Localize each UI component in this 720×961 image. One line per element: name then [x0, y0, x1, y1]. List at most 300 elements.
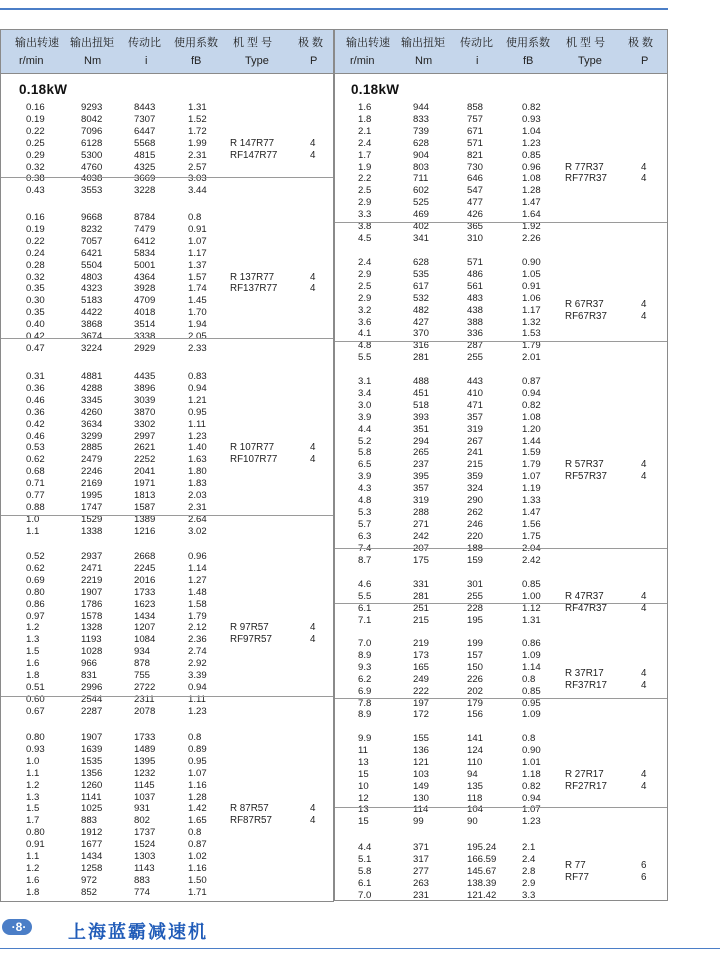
- speed-cell: 1.0: [26, 513, 40, 525]
- sf-cell: 0.82: [522, 399, 541, 411]
- model-type: RF47R37: [565, 602, 607, 614]
- sf-cell: 2.12: [188, 622, 207, 634]
- table-row: [335, 507, 667, 519]
- speed-cell: 1.1: [26, 525, 40, 537]
- sf-cell: 2.05: [188, 331, 207, 342]
- sf-cell: 0.94: [188, 382, 207, 394]
- torque-cell: 1141: [81, 791, 102, 803]
- sf-cell: 0.91: [522, 280, 541, 292]
- power-title: 0.18kW: [351, 82, 400, 97]
- speed-cell: 6.3: [358, 530, 372, 542]
- speed-cell: 0.36: [26, 406, 45, 418]
- table-row: [1, 587, 333, 599]
- torque-cell: 149: [413, 780, 430, 792]
- ratio-cell: 6447: [134, 125, 156, 137]
- torque-cell: 4288: [81, 382, 103, 394]
- ratio-cell: 486: [467, 268, 484, 280]
- torque-cell: 1338: [81, 525, 103, 537]
- speed-cell: 0.38: [26, 173, 45, 185]
- sf-cell: 1.01: [522, 756, 541, 768]
- poles-value: 4: [641, 310, 647, 322]
- torque-cell: 331: [413, 579, 430, 590]
- speed-cell: 1.6: [358, 102, 372, 113]
- sf-cell: 2.31: [188, 501, 207, 513]
- table-row: [1, 138, 333, 150]
- model-type: RF147R77: [230, 149, 278, 161]
- torque-cell: 165: [413, 661, 430, 673]
- sf-cell: 2.03: [188, 490, 207, 501]
- speed-cell: 3.8: [358, 221, 372, 232]
- sf-cell: 1.64: [522, 209, 541, 221]
- ratio-cell: 104: [467, 804, 484, 816]
- torque-cell: 103: [413, 768, 430, 780]
- poles-value: 4: [310, 149, 316, 161]
- speed-cell: 0.42: [26, 418, 45, 430]
- torque-cell: 944: [413, 102, 430, 113]
- sf-cell: 1.92: [522, 221, 541, 232]
- table-row: [1, 283, 333, 295]
- table-row: [335, 650, 667, 662]
- torque-cell: 1258: [81, 862, 103, 874]
- ratio-cell: 561: [467, 280, 484, 292]
- poles-value: 4: [310, 622, 316, 634]
- ratio-cell: 571: [467, 137, 484, 149]
- table-row: [1, 185, 333, 197]
- speed-cell: 1.8: [358, 113, 372, 125]
- poles-value: 4: [310, 454, 316, 466]
- table-row: [1, 490, 333, 502]
- table-row: [1, 622, 333, 634]
- torque-cell: 1529: [81, 513, 103, 525]
- speed-cell: 0.69: [26, 574, 45, 586]
- speed-cell: 0.22: [26, 235, 45, 247]
- ratio-cell: 3928: [134, 283, 156, 295]
- torque-cell: 288: [413, 506, 430, 518]
- table-row: [1, 646, 333, 658]
- torque-cell: 9293: [81, 102, 103, 113]
- speed-cell: 0.16: [26, 102, 45, 113]
- torque-cell: 525: [413, 197, 430, 209]
- table-row: [335, 662, 667, 674]
- ratio-cell: 4815: [134, 149, 156, 161]
- sf-cell: 2.74: [188, 646, 207, 658]
- torque-cell: 803: [413, 161, 430, 173]
- ratio-cell: 124: [467, 744, 484, 756]
- sf-cell: 1.56: [522, 518, 541, 530]
- speed-cell: 0.62: [26, 454, 45, 466]
- ratio-cell: 1037: [134, 791, 156, 803]
- sf-cell: 0.8: [522, 673, 536, 685]
- sf-cell: 0.91: [188, 223, 207, 235]
- torque-cell: 1025: [81, 803, 103, 815]
- ratio-cell: 141: [467, 733, 484, 744]
- sf-cell: 1.14: [522, 661, 541, 673]
- header-poles: 极 数: [298, 37, 324, 49]
- poles-value: 4: [641, 590, 647, 602]
- ratio-cell: 1084: [134, 634, 156, 646]
- table-row: [1, 780, 333, 792]
- sf-cell: 1.11: [188, 693, 206, 705]
- torque-cell: 370: [413, 328, 430, 340]
- model-type: RF137R77: [230, 283, 278, 295]
- table-row: [335, 126, 667, 138]
- model-type: RF67R37: [565, 310, 607, 322]
- table-row: [335, 483, 667, 495]
- ratio-cell: 443: [467, 376, 484, 387]
- speed-cell: 4.4: [358, 423, 372, 435]
- sf-cell: 2.33: [188, 342, 207, 354]
- speed-cell: 1.5: [26, 646, 40, 658]
- speed-cell: 0.24: [26, 247, 45, 259]
- torque-cell: 172: [413, 709, 430, 721]
- table-row: [1, 431, 333, 443]
- sf-cell: 1.20: [522, 423, 541, 435]
- table-row: [335, 531, 667, 543]
- sf-cell: 0.96: [188, 551, 207, 562]
- ratio-cell: 438: [467, 304, 484, 316]
- speed-cell: 4.3: [358, 483, 372, 495]
- ratio-cell: 199: [467, 638, 484, 649]
- table-row: [335, 317, 667, 329]
- table-row: [335, 436, 667, 448]
- speed-cell: 5.8: [358, 447, 372, 459]
- torque-cell: 1639: [81, 743, 103, 755]
- sf-cell: 1.17: [522, 304, 541, 316]
- ratio-cell: 646: [467, 173, 484, 185]
- torque-cell: 966: [81, 658, 98, 670]
- model-type: RF77R37: [565, 173, 607, 185]
- speed-cell: 9.9: [358, 733, 372, 744]
- model-type: RF87R57: [230, 815, 272, 827]
- speed-cell: 6.2: [358, 673, 372, 685]
- ratio-cell: 1733: [134, 732, 156, 743]
- sf-cell: 1.79: [188, 610, 207, 622]
- ratio-cell: 4364: [134, 271, 156, 283]
- sf-cell: 0.90: [522, 257, 541, 268]
- sf-cell: 2.26: [522, 232, 541, 244]
- ratio-cell: 774: [134, 886, 151, 898]
- group-separator: [335, 807, 667, 808]
- speed-cell: 3.0: [358, 399, 372, 411]
- torque-cell: 277: [413, 865, 430, 877]
- ratio-cell: 255: [467, 590, 484, 602]
- sf-cell: 1.40: [188, 442, 207, 454]
- table-row: [1, 792, 333, 804]
- table-row: [335, 162, 667, 174]
- table-row: [335, 459, 667, 471]
- table-row: [1, 454, 333, 466]
- speed-cell: 0.19: [26, 113, 45, 125]
- table-row: [335, 173, 667, 185]
- sf-cell: 1.09: [522, 709, 541, 721]
- poles-value: 4: [641, 768, 647, 780]
- sf-cell: 1.71: [188, 886, 207, 898]
- ratio-cell: 410: [467, 387, 484, 399]
- table-row: [335, 638, 667, 650]
- torque-cell: 121: [413, 756, 430, 768]
- speed-cell: 6.5: [358, 459, 372, 471]
- header-model: 机 型 号: [233, 37, 273, 49]
- ratio-cell: 730: [467, 161, 484, 173]
- speed-cell: 5.7: [358, 518, 372, 530]
- speed-cell: 0.25: [26, 137, 45, 149]
- speed-cell: 5.5: [358, 352, 372, 364]
- table-row: [335, 257, 667, 269]
- speed-cell: 2.4: [358, 257, 372, 268]
- speed-cell: 0.32: [26, 271, 45, 283]
- speed-cell: 6.1: [358, 602, 372, 614]
- ratio-cell: 179: [467, 697, 484, 709]
- poles-value: 4: [641, 602, 647, 614]
- speed-cell: 1.3: [26, 791, 40, 803]
- ratio-cell: 138.39: [467, 877, 497, 889]
- unit-speed: r/min: [19, 55, 44, 67]
- table-row: [1, 407, 333, 419]
- table-row: [335, 150, 667, 162]
- torque-cell: 4260: [81, 406, 103, 418]
- sf-cell: 0.8: [522, 733, 536, 744]
- speed-cell: 1.2: [26, 779, 40, 791]
- left-table: [0, 29, 334, 902]
- sf-cell: 0.95: [522, 697, 541, 709]
- speed-cell: 1.6: [26, 658, 40, 670]
- table-row: [335, 769, 667, 781]
- table-row: [335, 816, 667, 828]
- poles-value: 4: [641, 667, 647, 679]
- sf-cell: 2.31: [188, 149, 207, 161]
- speed-cell: 3.3: [358, 209, 372, 221]
- speed-cell: 0.47: [26, 342, 45, 354]
- table-row: [1, 611, 333, 623]
- ratio-cell: 2078: [134, 705, 156, 717]
- sf-cell: 0.94: [522, 792, 541, 804]
- torque-cell: 294: [413, 435, 430, 447]
- torque-cell: 4881: [81, 371, 103, 382]
- sf-cell: 1.07: [188, 235, 207, 247]
- sf-cell: 2.64: [188, 513, 207, 525]
- torque-cell: 469: [413, 209, 430, 221]
- ratio-cell: 471: [467, 399, 484, 411]
- speed-cell: 1.7: [26, 815, 40, 827]
- torque-cell: 904: [413, 149, 430, 161]
- unit-poles: P: [641, 55, 649, 67]
- table-row: [335, 842, 667, 854]
- sf-cell: 0.85: [522, 579, 541, 590]
- speed-cell: 2.9: [358, 197, 372, 209]
- ratio-cell: 2016: [134, 574, 156, 586]
- model-type: RF27R17: [565, 780, 607, 792]
- sf-cell: 1.12: [522, 602, 541, 614]
- table-row: [1, 395, 333, 407]
- torque-cell: 617: [413, 280, 430, 292]
- speed-cell: 0.35: [26, 283, 45, 295]
- sf-cell: 0.87: [522, 376, 541, 387]
- speed-cell: 4.1: [358, 328, 372, 340]
- table-row: [1, 768, 333, 780]
- torque-cell: 427: [413, 316, 430, 328]
- torque-cell: 5504: [81, 259, 103, 271]
- speed-cell: 0.71: [26, 478, 45, 490]
- torque-cell: 173: [413, 649, 430, 661]
- table-row: [1, 815, 333, 827]
- table-row: [335, 376, 667, 388]
- torque-cell: 518: [413, 399, 430, 411]
- torque-cell: 1578: [81, 610, 103, 622]
- torque-cell: 371: [413, 842, 430, 853]
- table-row: [1, 875, 333, 887]
- ratio-cell: 858: [467, 102, 484, 113]
- torque-cell: 175: [413, 554, 430, 566]
- table-row: [1, 442, 333, 454]
- ratio-cell: 547: [467, 185, 484, 197]
- ratio-cell: 8443: [134, 102, 156, 113]
- table-row: [335, 591, 667, 603]
- table-row: [335, 555, 667, 567]
- model-type: R 47R37: [565, 590, 604, 602]
- sf-cell: 3.02: [188, 525, 207, 537]
- model-type: RF77: [565, 871, 589, 883]
- sf-cell: 0.96: [522, 161, 541, 173]
- sf-cell: 2.42: [522, 554, 541, 566]
- speed-cell: 0.80: [26, 586, 45, 598]
- sf-cell: 1.21: [188, 394, 207, 406]
- ratio-cell: 2668: [134, 551, 156, 562]
- table-row: [1, 756, 333, 768]
- group-separator: [1, 338, 333, 339]
- ratio-cell: 2252: [134, 454, 156, 466]
- ratio-cell: 5568: [134, 137, 156, 149]
- ratio-cell: 359: [467, 471, 484, 483]
- header-ratio: 传动比: [128, 37, 161, 49]
- model-type: RF37R17: [565, 679, 607, 691]
- sf-cell: 2.36: [188, 634, 207, 646]
- speed-cell: 4.8: [358, 340, 372, 352]
- model-type: RF57R37: [565, 471, 607, 483]
- torque-cell: 2479: [81, 454, 103, 466]
- torque-cell: 1747: [81, 501, 103, 513]
- sf-cell: 1.23: [522, 137, 541, 149]
- power-title: 0.18kW: [19, 82, 68, 97]
- torque-cell: 155: [413, 733, 430, 744]
- table-row: [335, 340, 667, 352]
- table-row: [1, 419, 333, 431]
- ratio-cell: 1389: [134, 513, 156, 525]
- ratio-cell: 2929: [134, 342, 156, 354]
- sf-cell: 1.16: [188, 779, 207, 791]
- ratio-cell: 220: [467, 530, 484, 542]
- speed-cell: 2.5: [358, 280, 372, 292]
- ratio-cell: 571: [467, 257, 484, 268]
- speed-cell: 0.19: [26, 223, 45, 235]
- ratio-cell: 4325: [134, 161, 156, 173]
- sf-cell: 1.18: [522, 768, 541, 780]
- torque-cell: 1907: [81, 732, 103, 743]
- sf-cell: 1.79: [522, 459, 541, 471]
- table-row: [335, 698, 667, 710]
- torque-cell: 628: [413, 257, 430, 268]
- speed-cell: 1.2: [26, 622, 40, 634]
- speed-cell: 5.5: [358, 590, 372, 602]
- sf-cell: 1.58: [188, 598, 207, 610]
- torque-cell: 739: [413, 125, 430, 137]
- group-separator: [1, 177, 333, 178]
- ratio-cell: 5001: [134, 259, 156, 271]
- sf-cell: 1.06: [522, 292, 541, 304]
- sf-cell: 1.37: [188, 259, 207, 271]
- torque-cell: 628: [413, 137, 430, 149]
- sf-cell: 1.09: [522, 649, 541, 661]
- torque-cell: 393: [413, 411, 430, 423]
- sf-cell: 3.44: [188, 185, 207, 197]
- sf-cell: 1.72: [188, 125, 207, 137]
- unit-ratio: i: [145, 55, 148, 67]
- sf-cell: 1.07: [522, 471, 541, 483]
- torque-cell: 357: [413, 483, 430, 495]
- torque-cell: 3224: [81, 342, 103, 354]
- torque-cell: 711: [413, 173, 429, 185]
- ratio-cell: 1737: [134, 827, 156, 839]
- poles-value: 4: [641, 459, 647, 471]
- sf-cell: 0.86: [522, 638, 541, 649]
- poles-value: 4: [641, 471, 647, 483]
- table-row: [1, 670, 333, 682]
- torque-cell: 402: [413, 221, 430, 232]
- ratio-cell: 336: [467, 328, 484, 340]
- torque-cell: 265: [413, 447, 430, 459]
- table-row: [1, 295, 333, 307]
- table-row: [1, 162, 333, 174]
- speed-cell: 0.32: [26, 161, 45, 173]
- table-row: [335, 424, 667, 436]
- ratio-cell: 195.24: [467, 842, 497, 853]
- torque-cell: 136: [413, 744, 430, 756]
- table-row: [335, 281, 667, 293]
- table-row: [335, 495, 667, 507]
- table-row: [1, 102, 333, 114]
- table-row: [1, 307, 333, 319]
- sf-cell: 1.53: [522, 328, 541, 340]
- speed-cell: 8.9: [358, 709, 372, 721]
- speed-cell: 1.1: [26, 767, 40, 779]
- ratio-cell: 1623: [134, 598, 156, 610]
- ratio-cell: 821: [467, 149, 484, 161]
- torque-cell: 249: [413, 673, 430, 685]
- poles-value: 4: [310, 803, 316, 815]
- ratio-cell: 7479: [134, 223, 156, 235]
- torque-cell: 207: [413, 542, 430, 554]
- ratio-cell: 7307: [134, 113, 156, 125]
- ratio-cell: 883: [134, 874, 151, 886]
- speed-cell: 0.80: [26, 732, 45, 743]
- header-ratio: 传动比: [460, 37, 493, 49]
- ratio-cell: 195: [467, 614, 484, 626]
- bottom-rule: [0, 948, 720, 949]
- ratio-cell: 426: [467, 209, 484, 221]
- table-row: [1, 732, 333, 744]
- sf-cell: 1.32: [522, 316, 541, 328]
- sf-cell: 1.74: [188, 283, 207, 295]
- torque-cell: 532: [413, 292, 430, 304]
- table-row: [1, 466, 333, 478]
- ratio-cell: 188: [467, 542, 484, 554]
- speed-cell: 1.0: [26, 755, 40, 767]
- torque-cell: 535: [413, 268, 430, 280]
- table-row: [335, 866, 667, 878]
- model-type: R 87R57: [230, 803, 269, 815]
- torque-cell: 1907: [81, 586, 103, 598]
- sf-cell: 0.90: [522, 744, 541, 756]
- speed-cell: 3.9: [358, 471, 372, 483]
